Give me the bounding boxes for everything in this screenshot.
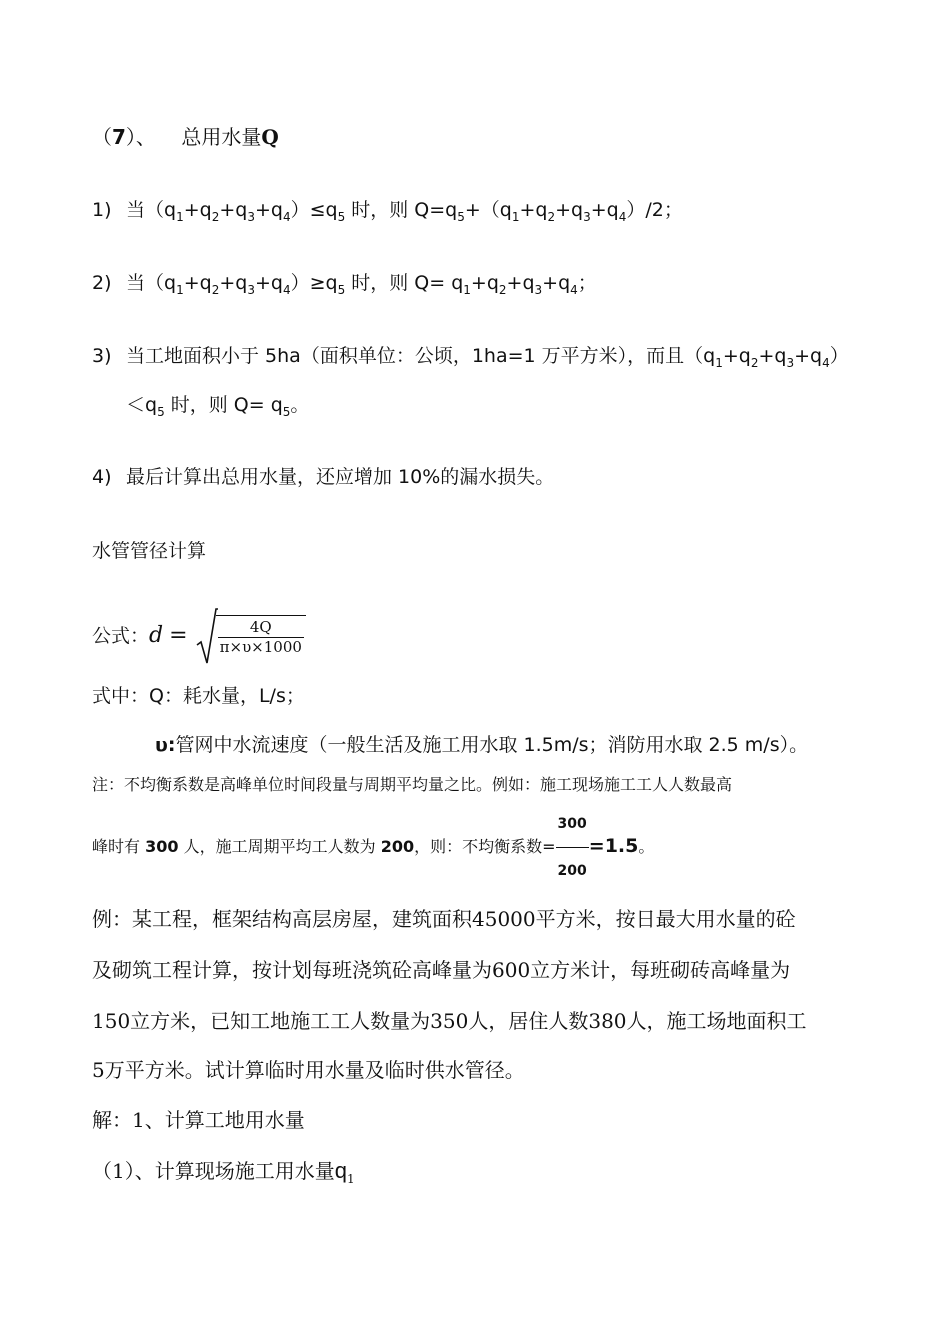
ratio-fraction <box>556 803 589 892</box>
note-text: 人，施工周期平均工人数为 <box>183 837 376 856</box>
rule-text: 当工地面积小于 5ha（面积单位：公顷，1ha=1 万平方米），而且$(q_1+q_2+q_3+q_4)$ <box>126 345 849 370</box>
formula <box>92 606 306 666</box>
heading-title: 总用水量 <box>181 125 262 149</box>
heading-suffix: ）、 <box>125 125 156 149</box>
note-text: 峰时有 <box>92 837 141 856</box>
example-line: 5万平方米。试计算临时用水量及临时供水管径。 <box>92 1058 525 1082</box>
rule-number: 3) <box>92 345 112 367</box>
pipe-calc-title: 水管管径计算 <box>92 540 207 562</box>
rule-text: 最后计算出总用水量，还应增加 10%的漏水损失。 <box>126 466 555 488</box>
fraction-numerator: 300 <box>556 803 589 848</box>
rule-text: 当$(q_1+q_2+q_3+q_4)\ge q_5$ 时，则 $Q= q_1+q_2+q_3+q_4$； <box>126 272 597 297</box>
formula-lhs: d <box>149 623 164 648</box>
sqrt-expression <box>194 607 306 667</box>
rule-3-continuation: $<q_5$ 时，则 $Q= q_5$。 <box>126 394 310 419</box>
sqrt-sign-icon <box>196 607 218 665</box>
heading-number: 7 <box>112 125 126 149</box>
v-symbol: υ: <box>155 734 176 756</box>
avg-workers: 200 <box>380 837 415 856</box>
rule-3 <box>92 345 849 370</box>
where-q <box>92 687 305 706</box>
v-definition: 管网中水流速度（一般生活及施工用水取 1.5m/s；消防用水取 2.5 m/s）。 <box>175 734 809 756</box>
sub-step-text: （1）、计算现场施工用水量 <box>92 1159 335 1183</box>
solution-line: 解：1、计算工地用水量 <box>92 1108 305 1132</box>
note-line-1: 注：不均衡系数是高峰单位时间段量与周期平均量之比。例如：施工现场施工工人人数最高 <box>92 775 733 794</box>
example-line: 150立方米，已知工地施工工人数量为350人，居住人数380人，施工场地面积工 <box>92 1009 807 1033</box>
note-line-2 <box>92 803 655 879</box>
note-text: 。 <box>638 837 655 856</box>
rule-number: 1) <box>92 199 112 221</box>
formula-label: 公式： <box>92 625 150 647</box>
sub-step-symbol: q <box>334 1158 347 1183</box>
heading-prefix: （ <box>92 125 112 149</box>
note-text: ，则：不均衡系数= <box>414 837 556 856</box>
section-heading <box>92 127 279 147</box>
rule-1 <box>92 199 683 224</box>
rule-2 <box>92 272 597 297</box>
example-line: 及砌筑工程计算，按计划每班浇筑砼高峰量为600立方米计，每班砌砖高峰量为 <box>92 958 791 982</box>
formula-eq: = <box>169 623 188 648</box>
example-line: 例：某工程，框架结构高层房屋，建筑面积45000平方米，按日最大用水量的砼 <box>92 907 796 931</box>
fraction-denominator: 200 <box>557 863 587 879</box>
sub-step-subscript: 1 <box>346 1172 355 1186</box>
rule-4 <box>92 468 554 487</box>
ratio-result: =1.5 <box>588 835 639 857</box>
rule-number: 2) <box>92 272 112 294</box>
heading-symbol: Q <box>261 125 279 149</box>
formula-fraction <box>218 617 304 656</box>
rule-number: 4) <box>92 466 112 488</box>
peak-workers: 300 <box>145 837 179 856</box>
formula-denominator: π×υ×1000 <box>219 637 302 656</box>
sub-step <box>92 1158 355 1186</box>
where-v <box>155 736 808 755</box>
where-label: 式中： <box>92 685 150 707</box>
q-definition: Q：耗水量，L/s； <box>149 685 305 707</box>
formula-numerator: 4Q <box>218 620 304 638</box>
rule-text: 当$(q_1+q_2+q_3+q_4)\le q_5$ 时，则 $Q=q_5+(q_1+q_2+q_3+q_4)/2$； <box>126 199 683 224</box>
